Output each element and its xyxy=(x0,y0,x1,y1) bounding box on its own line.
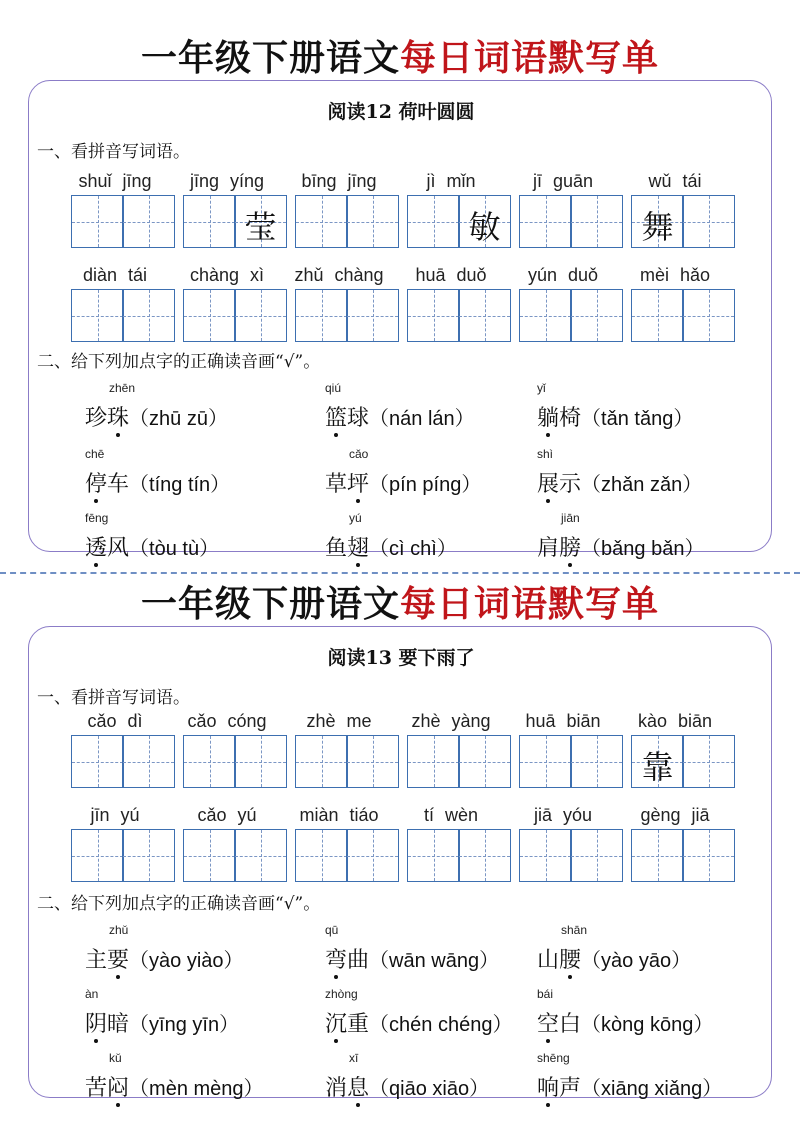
character: 椅 xyxy=(559,406,582,431)
lesson-card xyxy=(28,80,772,561)
writing-cell[interactable] xyxy=(631,829,684,882)
writing-cell[interactable]: 靠 xyxy=(631,735,684,788)
character: 声 xyxy=(559,1076,582,1101)
dotted-character: 阴 xyxy=(85,1012,108,1037)
dotted-character: 息 xyxy=(347,1076,370,1101)
pinyin-label: mèi hǎo xyxy=(639,265,711,285)
character: 草 xyxy=(325,472,348,497)
character: 重 xyxy=(347,1012,370,1037)
word xyxy=(325,1007,512,1038)
reading-options[interactable]: （kòng kōng） xyxy=(581,1014,714,1036)
pinyin-label: cǎo dì xyxy=(87,711,143,731)
pinyin-label: shuǐ jīng xyxy=(78,171,152,191)
dotted-character: 篮 xyxy=(325,406,348,431)
word xyxy=(85,531,219,562)
pinyin-annotation: zhòng xyxy=(325,987,358,1001)
pinyin-label: kào biān xyxy=(637,711,713,731)
pinyin-label: jī guān xyxy=(532,171,594,191)
writing-cell[interactable] xyxy=(183,195,236,248)
writing-cell[interactable]: 舞 xyxy=(631,195,684,248)
writing-cell[interactable]: 莹 xyxy=(234,195,287,248)
word xyxy=(85,1071,264,1102)
character: 珍 xyxy=(85,406,108,431)
writing-cell[interactable] xyxy=(458,289,511,342)
pinyin-label: cǎo yú xyxy=(197,805,257,825)
word xyxy=(325,467,481,498)
character: 曲 xyxy=(347,948,370,973)
character: 鱼 xyxy=(325,536,348,561)
character: 肩 xyxy=(537,536,560,561)
writing-cell[interactable] xyxy=(631,289,684,342)
dotted-character: 坪 xyxy=(347,472,370,497)
pinyin-annotation: zhēn xyxy=(109,381,136,395)
writing-cell[interactable] xyxy=(519,735,572,788)
writing-cell[interactable] xyxy=(71,735,124,788)
character: 球 xyxy=(347,406,370,431)
word xyxy=(537,401,693,432)
writing-cell[interactable] xyxy=(458,735,511,788)
writing-cell[interactable] xyxy=(295,735,348,788)
word xyxy=(325,401,475,432)
pinyin-annotation: àn xyxy=(85,987,99,1001)
word xyxy=(85,401,228,432)
pinyin-label: diàn tái xyxy=(82,265,148,285)
writing-cell[interactable] xyxy=(407,829,460,882)
reading-options[interactable]: （chén chéng） xyxy=(369,1014,513,1036)
writing-cell[interactable] xyxy=(519,829,572,882)
writing-cell[interactable] xyxy=(234,289,287,342)
writing-grid-row-1 xyxy=(71,735,751,789)
dotted-character: 沉 xyxy=(325,1012,348,1037)
pinyin-label: jì mǐn xyxy=(426,171,476,191)
pinyin-label: zhǔ chàng xyxy=(294,265,384,285)
reading-options[interactable]: （wān wāng） xyxy=(369,950,500,972)
reading-options[interactable]: （mèn mèng） xyxy=(129,1078,264,1100)
pinyin-label: gèng jiā xyxy=(640,805,710,825)
writing-cell[interactable] xyxy=(122,829,175,882)
writing-cell[interactable] xyxy=(346,735,399,788)
writing-cell[interactable] xyxy=(71,289,124,342)
reading-options[interactable]: （yīng yīn） xyxy=(129,1014,240,1036)
writing-cell[interactable] xyxy=(682,195,735,248)
word xyxy=(537,1007,713,1038)
word xyxy=(537,467,702,498)
pinyin-annotation: jiān xyxy=(561,511,580,525)
pinyin-label: zhè me xyxy=(306,711,372,731)
dotted-character: 空 xyxy=(537,1012,560,1037)
reading-options[interactable]: （cì chì） xyxy=(369,538,457,560)
dotted-character: 闷 xyxy=(107,1076,130,1101)
dotted-character: 弯 xyxy=(325,948,348,973)
dotted-character: 停 xyxy=(85,472,108,497)
writing-cell[interactable] xyxy=(682,829,735,882)
writing-grid-row-2 xyxy=(71,289,751,343)
pinyin-label: tí wèn xyxy=(423,805,479,825)
pinyin-annotation: bái xyxy=(537,987,554,1001)
reading-options[interactable]: （qiāo xiāo） xyxy=(369,1078,490,1100)
pinyin-row-2 xyxy=(71,805,751,831)
worksheet-title xyxy=(0,582,800,627)
character: 苦 xyxy=(85,1076,108,1101)
writing-cell[interactable] xyxy=(295,289,348,342)
lesson-card xyxy=(28,626,772,1101)
lesson-title: 阅读13 要下雨了 xyxy=(327,647,475,669)
dotted-character: 躺 xyxy=(537,406,560,431)
pinyin-annotation: yú xyxy=(349,511,362,525)
pinyin-annotation: shān xyxy=(561,923,588,937)
writing-cell[interactable] xyxy=(183,829,236,882)
dotted-character: 珠 xyxy=(107,406,130,431)
pinyin-annotation: kǔ xyxy=(109,1051,122,1065)
writing-grid-row-2 xyxy=(71,829,751,883)
writing-cell[interactable]: 敏 xyxy=(458,195,511,248)
pinyin-label: huā biān xyxy=(525,711,601,731)
reading-options[interactable]: （pín píng） xyxy=(369,474,482,496)
section-heading-write-words: 一、看拼音写词语。 xyxy=(37,688,190,708)
writing-cell[interactable] xyxy=(71,829,124,882)
writing-cell[interactable] xyxy=(71,195,124,248)
writing-cell[interactable] xyxy=(458,829,511,882)
writing-cell[interactable] xyxy=(570,829,623,882)
writing-cell[interactable] xyxy=(682,289,735,342)
reading-options[interactable]: （yào yiào） xyxy=(129,950,244,972)
writing-cell[interactable] xyxy=(519,289,572,342)
pinyin-annotation: shēng xyxy=(537,1051,570,1065)
reading-options[interactable]: （nán lán） xyxy=(369,408,475,430)
pinyin-annotation: shì xyxy=(537,447,554,461)
cut-line-divider xyxy=(0,572,800,574)
section-heading-write-words: 一、看拼音写词语。 xyxy=(37,142,190,162)
writing-cell[interactable] xyxy=(122,289,175,342)
writing-cell[interactable] xyxy=(122,195,175,248)
title-grade: 一年级下册语文 xyxy=(140,584,400,625)
pinyin-annotation: zhǔ xyxy=(109,923,129,937)
word xyxy=(537,531,704,562)
word xyxy=(325,1071,489,1102)
dotted-character: 响 xyxy=(537,1076,560,1101)
pinyin-label: bīng jīng xyxy=(301,171,377,191)
character: 消 xyxy=(325,1076,348,1101)
pinyin-label: huā duǒ xyxy=(415,265,487,285)
pinyin-annotation: fēng xyxy=(85,511,109,525)
word xyxy=(85,1007,239,1038)
writing-cell[interactable] xyxy=(183,289,236,342)
word xyxy=(85,943,244,974)
reading-options[interactable]: （zhǎn zǎn） xyxy=(581,474,703,496)
pinyin-label: chàng xì xyxy=(189,265,265,285)
title-grade: 一年级下册语文 xyxy=(140,38,400,79)
pinyin-label: jīn yú xyxy=(90,805,140,825)
dotted-character: 膀 xyxy=(559,536,582,561)
writing-cell[interactable] xyxy=(295,195,348,248)
reading-options[interactable]: （bǎng bǎn） xyxy=(581,538,705,560)
writing-cell[interactable] xyxy=(346,829,399,882)
writing-cell[interactable] xyxy=(234,735,287,788)
writing-cell[interactable] xyxy=(570,735,623,788)
dotted-character: 翅 xyxy=(347,536,370,561)
writing-cell[interactable] xyxy=(346,195,399,248)
writing-cell[interactable] xyxy=(234,829,287,882)
word xyxy=(537,943,691,974)
writing-cell[interactable] xyxy=(407,195,460,248)
word xyxy=(85,467,230,498)
character: 白 xyxy=(559,1012,582,1037)
pinyin-annotation: qū xyxy=(325,923,339,937)
lesson-title: 阅读12 荷叶圆圆 xyxy=(327,101,475,123)
pinyin-label: zhè yàng xyxy=(411,711,491,731)
writing-cell[interactable] xyxy=(346,289,399,342)
word xyxy=(325,531,457,562)
reading-options[interactable]: （yào yāo） xyxy=(581,950,692,972)
pinyin-annotation: qiú xyxy=(325,381,342,395)
writing-cell[interactable] xyxy=(570,289,623,342)
reading-options[interactable]: （xiāng xiǎng） xyxy=(581,1078,723,1100)
writing-cell[interactable] xyxy=(519,195,572,248)
character: 主 xyxy=(85,948,108,973)
pinyin-row-1 xyxy=(71,711,751,737)
character: 风 xyxy=(107,536,130,561)
pinyin-row-2 xyxy=(71,265,751,291)
character: 车 xyxy=(107,472,130,497)
pinyin-annotation: cǎo xyxy=(349,447,369,461)
writing-cell[interactable] xyxy=(570,195,623,248)
character: 山 xyxy=(537,948,560,973)
pinyin-label: jiā yóu xyxy=(533,805,593,825)
word xyxy=(325,943,499,974)
pinyin-label: wǔ tái xyxy=(648,171,702,191)
reading-options[interactable]: （tíng tín） xyxy=(129,474,231,496)
pinyin-annotation: xī xyxy=(349,1051,359,1065)
character: 暗 xyxy=(107,1012,130,1037)
writing-grid-row-1 xyxy=(71,195,751,249)
dotted-character: 腰 xyxy=(559,948,582,973)
writing-cell[interactable] xyxy=(122,735,175,788)
pinyin-annotation: chē xyxy=(85,447,105,461)
reading-options[interactable]: （zhū zū） xyxy=(129,408,228,430)
word xyxy=(537,1071,722,1102)
reading-options[interactable]: （tòu tù） xyxy=(129,538,220,560)
title-daily-dictation: 每日词语默写单 xyxy=(400,37,660,79)
writing-cell[interactable] xyxy=(407,289,460,342)
writing-cell[interactable] xyxy=(183,735,236,788)
pinyin-annotation: yǐ xyxy=(537,381,546,395)
pinyin-label: miàn tiáo xyxy=(299,805,379,825)
writing-cell[interactable] xyxy=(682,735,735,788)
pinyin-label: cǎo cóng xyxy=(187,711,267,731)
pinyin-row-1 xyxy=(71,171,751,197)
character: 示 xyxy=(559,472,582,497)
dotted-character: 展 xyxy=(537,472,560,497)
dotted-character: 要 xyxy=(107,948,130,973)
writing-cell[interactable] xyxy=(295,829,348,882)
writing-cell[interactable] xyxy=(407,735,460,788)
pinyin-label: yún duǒ xyxy=(527,265,599,285)
section-heading-pronunciation: 二、给下列加点字的正确读音画“√”。 xyxy=(37,894,321,914)
dotted-character: 透 xyxy=(85,536,108,561)
section-heading-pronunciation: 二、给下列加点字的正确读音画“√”。 xyxy=(37,352,321,372)
reading-options[interactable]: （tǎn tǎng） xyxy=(581,408,694,430)
title-daily-dictation: 每日词语默写单 xyxy=(400,583,660,625)
pinyin-label: jīng yíng xyxy=(189,171,265,191)
worksheet-title xyxy=(0,36,800,81)
